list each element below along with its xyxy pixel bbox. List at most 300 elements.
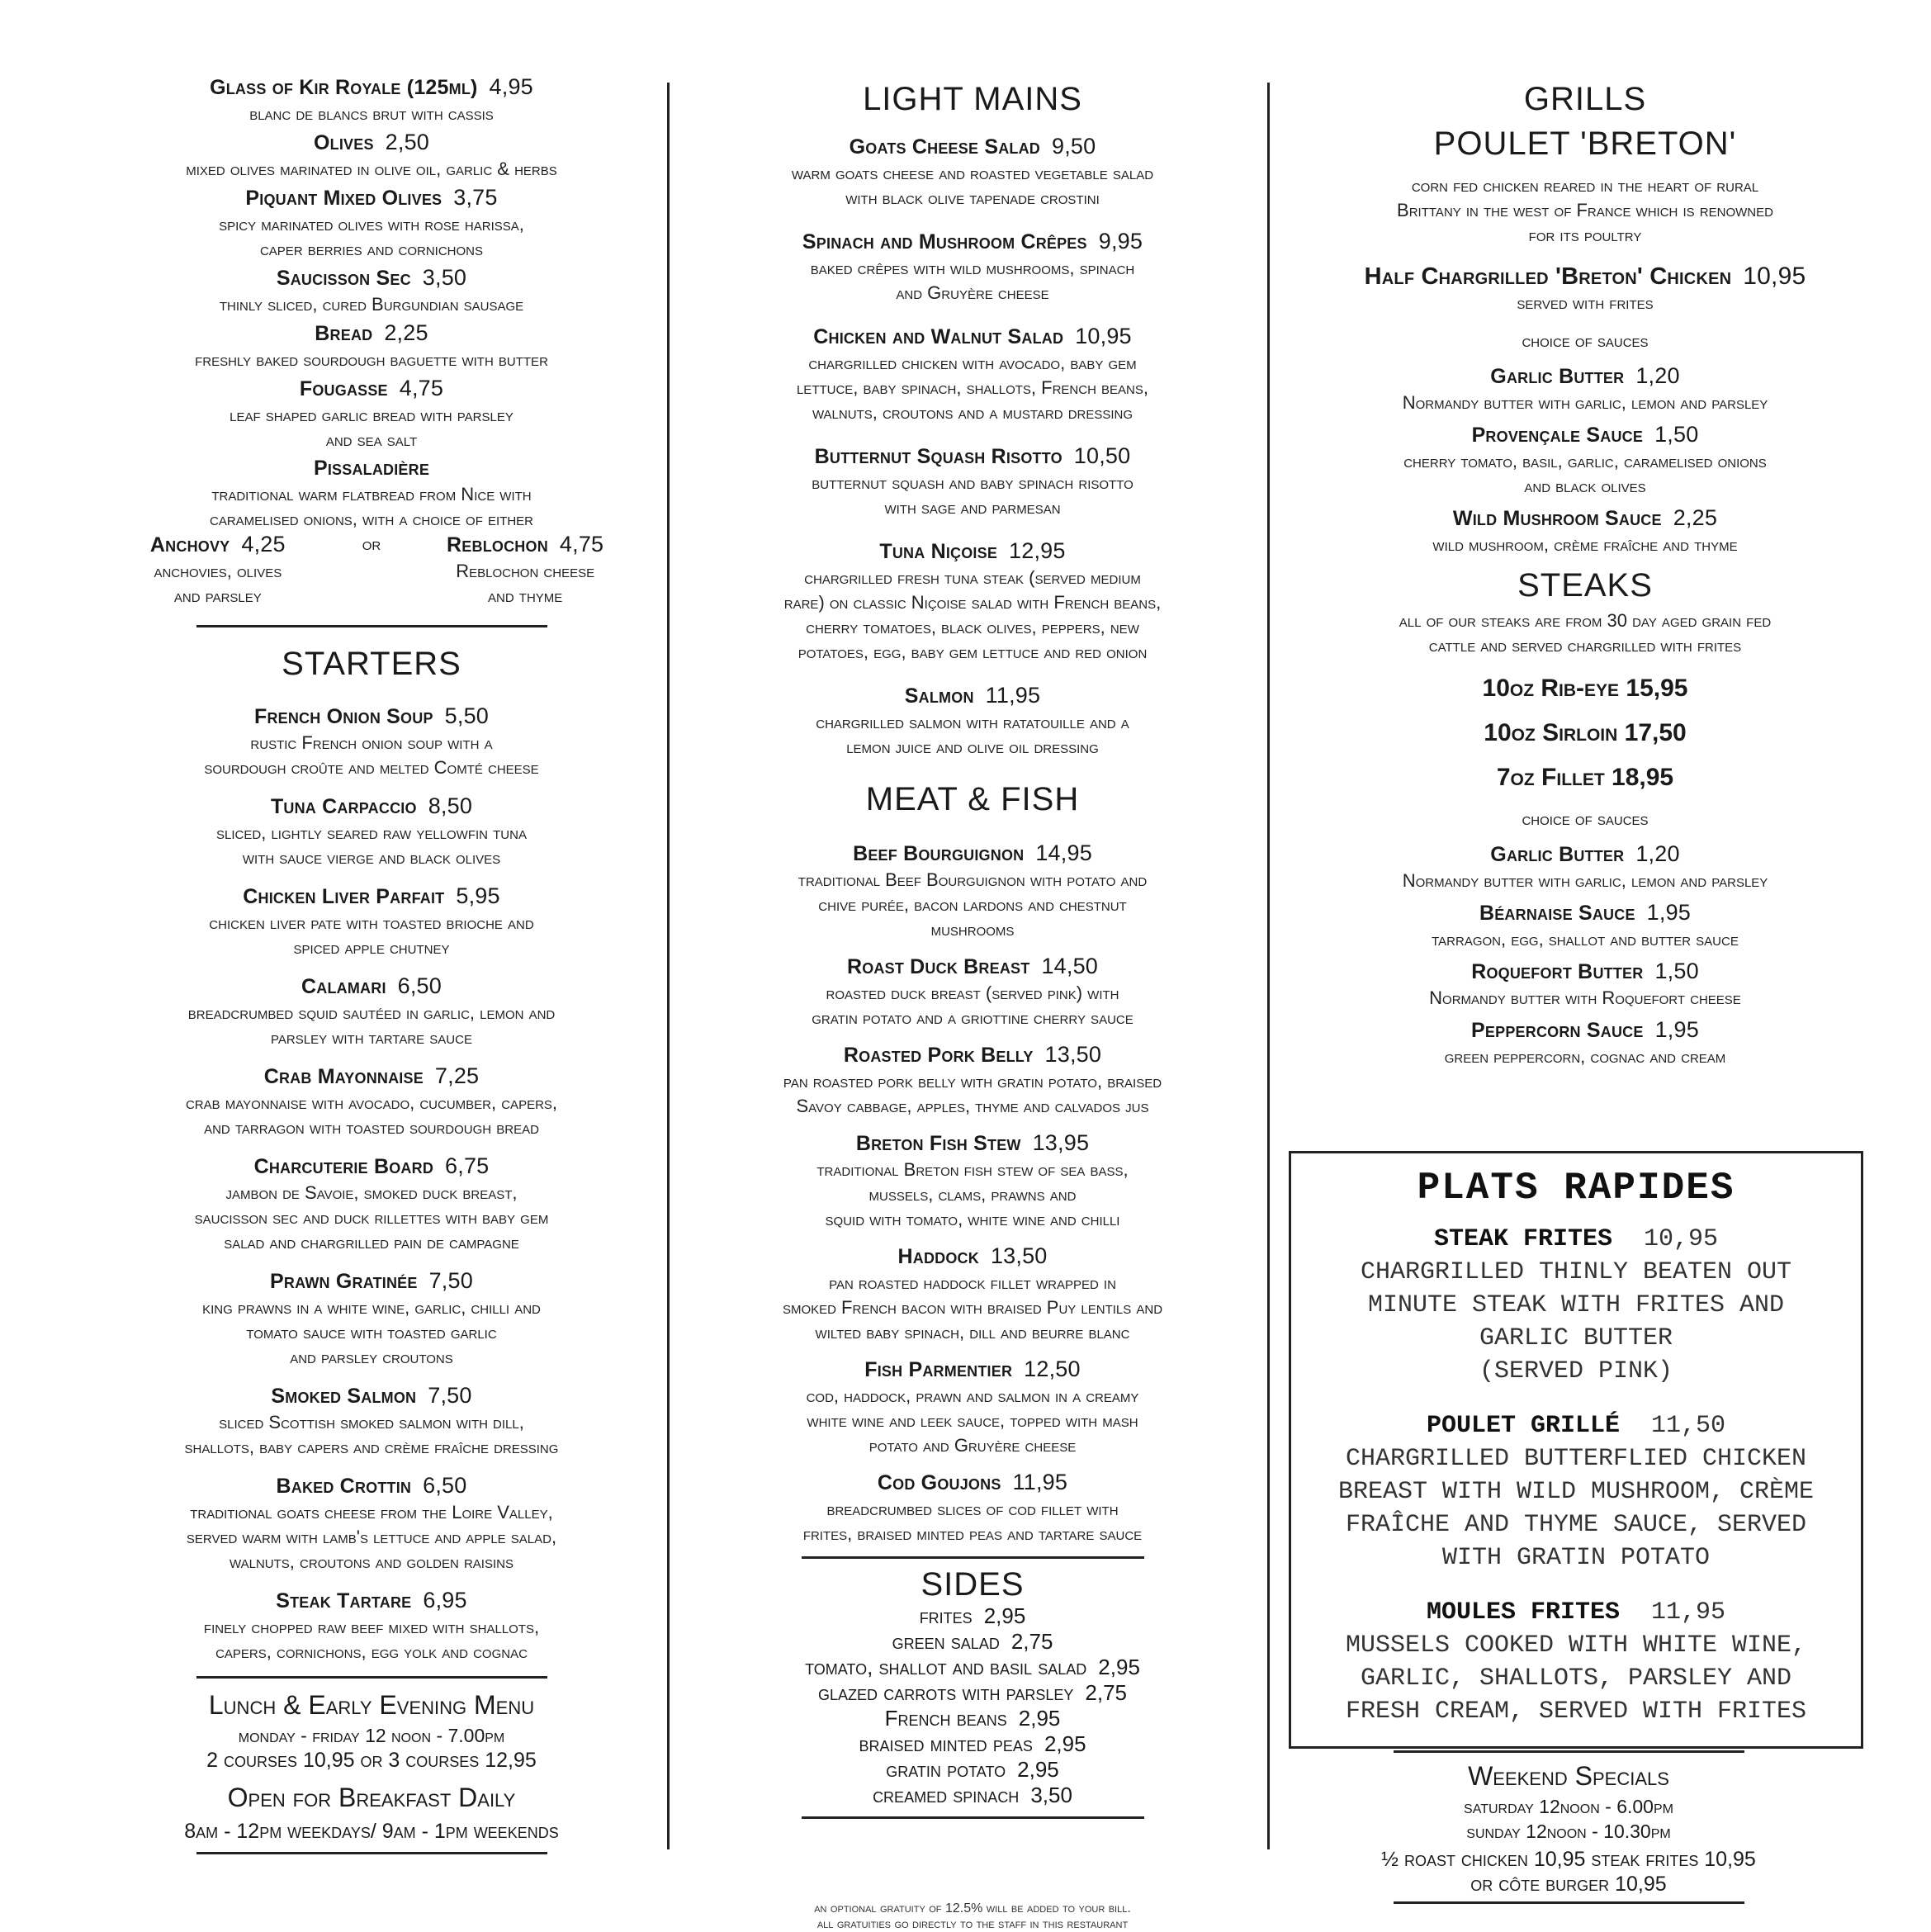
menu-item-heading <box>1288 957 1882 986</box>
breakfast-title: Open for Breakfast Daily <box>227 1783 516 1812</box>
menu-item-price: 11,95 <box>1012 1470 1068 1494</box>
sides-list <box>684 1603 1261 1808</box>
menu-item-description: crab mayonnaise with avocado, cucumber, capers, <box>185 1092 558 1113</box>
side-item-price: 2,95 <box>983 1603 1026 1628</box>
menu-item-price: 12,95 <box>1009 538 1066 563</box>
side-item <box>684 1706 1261 1731</box>
column-left <box>76 73 667 1869</box>
menu-item-description: chive purée, bacon lardons and chestnut <box>818 894 1127 915</box>
menu-item <box>76 319 667 372</box>
divider <box>1394 1901 1744 1904</box>
side-item-name: gratin potato <box>886 1757 1006 1782</box>
menu-item-price: 7,25 <box>434 1063 480 1088</box>
menu-item <box>684 537 1261 665</box>
menu-item-description: rare) on classic Niçoise salad with French beans, <box>783 592 1162 613</box>
plats-item-description: GARLIC, SHALLOTS, PARSLEY AND <box>1360 1664 1792 1693</box>
menu-item <box>76 1267 667 1370</box>
menu-item-name: Béarnaise Sauce <box>1479 902 1635 925</box>
menu-item <box>684 839 1261 942</box>
menu-item-heading <box>684 839 1261 868</box>
anchovy-desc: and parsley <box>173 585 262 606</box>
menu-item-description: saucisson sec and duck rillettes with baby gem <box>194 1207 549 1228</box>
menu-item-heading <box>76 1471 667 1500</box>
sides-title: SIDES <box>921 1566 1025 1603</box>
plats-item-description: (SERVED PINK) <box>1479 1357 1673 1385</box>
menu-item-heading <box>684 681 1261 710</box>
plats-rapides-item <box>1291 1596 1861 1728</box>
menu-item <box>76 972 667 1050</box>
menu-item-heading <box>76 183 667 212</box>
steaks-title: STEAKS <box>1517 567 1653 604</box>
menu-item-price: 11,95 <box>985 683 1041 708</box>
menu-item <box>76 792 667 870</box>
menu-item-name: Fish Parmentier <box>864 1358 1013 1381</box>
aperitifs-list <box>76 73 667 532</box>
menu-item-heading <box>76 972 667 1001</box>
half-chicken-desc: served with frites <box>1517 292 1654 313</box>
menu-item-description: salad and chargrilled pain de campagne <box>224 1232 519 1252</box>
menu-item-heading <box>684 1242 1261 1271</box>
menu-item-description: white wine and leek sauce, topped with mash <box>807 1410 1138 1431</box>
steak-sauces-list <box>1288 840 1882 1069</box>
menu-item-name: Beef Bourguignon <box>853 842 1025 865</box>
menu-item-name: Steak Tartare <box>276 1589 412 1612</box>
menu-item-description: lemon juice and olive oil dressing <box>846 736 1099 757</box>
side-item <box>684 1655 1261 1680</box>
plats-rapides-item <box>1291 1223 1861 1388</box>
menu-item <box>1288 1016 1882 1069</box>
menu-item-name: Wild Mushroom Sauce <box>1452 507 1662 530</box>
menu-item-price: 1,50 <box>1654 422 1699 447</box>
menu-item-price: 9,95 <box>1098 229 1143 253</box>
plats-item-description: CHARGRILLED BUTTERFLIED CHICKEN <box>1345 1445 1807 1473</box>
menu-item-name: Saucisson Sec <box>276 267 411 290</box>
plats-item-description: CHARGRILLED THINLY BEATEN OUT <box>1360 1258 1792 1286</box>
menu-item-price: 1,95 <box>1646 900 1692 925</box>
side-item-price: 2,75 <box>1085 1680 1127 1705</box>
column-right <box>1288 73 1882 1074</box>
menu-item <box>684 1355 1261 1458</box>
menu-item-heading <box>76 263 667 292</box>
side-item-name: creamed spinach <box>873 1783 1020 1807</box>
breakfast-hours: 8am - 12pm weekdays/ 9am - 1pm weekends <box>184 1820 559 1843</box>
lunch-courses: 2 courses 10,95 or 3 courses 12,95 <box>206 1749 537 1772</box>
menu-item-heading <box>76 1152 667 1181</box>
menu-item-description: spiced apple chutney <box>293 937 450 958</box>
side-item <box>684 1603 1261 1629</box>
plats-item-description: BREAST WITH WILD MUSHROOM, CRÈME <box>1337 1478 1815 1506</box>
menu-item-name: Olives <box>313 131 374 154</box>
menu-item-heading <box>76 319 667 348</box>
grills-title: GRILLS <box>1523 81 1647 117</box>
menu-item-description: green peppercorn, cognac and cream <box>1444 1046 1726 1067</box>
menu-item-name: Baked Crottin <box>276 1475 412 1498</box>
plats-item-heading <box>1291 1409 1861 1442</box>
menu-item-name: Chicken and Walnut Salad <box>813 325 1064 348</box>
menu-item-price: 1,20 <box>1635 841 1680 866</box>
menu-item-price: 3,50 <box>422 265 467 290</box>
menu-item-description: chargrilled salmon with ratatouille and a <box>816 712 1129 732</box>
menu-item-name: Crab Mayonnaise <box>263 1065 424 1088</box>
menu-item-description: breadcrumbed squid sautéed in garlic, lemon and <box>187 1002 556 1023</box>
menu-item <box>684 227 1261 305</box>
menu-item-name: Charcuterie Board <box>253 1155 434 1178</box>
divider <box>196 1852 547 1854</box>
menu-item-heading <box>76 1267 667 1295</box>
weekend-saturday-hours: saturday 12noon - 6.00pm <box>1464 1796 1673 1817</box>
anchovy-desc: anchovies, olives <box>154 561 282 581</box>
plats-item-name: STEAK FRITES <box>1433 1225 1613 1253</box>
menu-item-description: walnuts, croutons and a mustard dressing <box>812 402 1134 423</box>
divider <box>196 625 547 627</box>
menu-item-name: Chicken Liver Parfait <box>243 885 445 908</box>
menu-item-description: jambon de Savoie, smoked duck breast, <box>225 1182 518 1203</box>
plats-item-price: 10,95 <box>1644 1225 1719 1253</box>
menu-item-price: 1,95 <box>1654 1017 1699 1042</box>
menu-item-name: Cod Goujons <box>877 1471 1001 1494</box>
menu-item-name: Pissaladière <box>313 457 430 480</box>
starters-title: STARTERS <box>282 646 461 682</box>
weekend-offer: ½ roast chicken 10,95 steak frites 10,95 <box>1381 1848 1756 1871</box>
menu-item-description: sliced Scottish smoked salmon with dill, <box>219 1412 524 1432</box>
plats-rapides-box <box>1289 1151 1863 1749</box>
menu-item-description: and sea salt <box>325 429 418 450</box>
menu-item-description: thinly sliced, cured Burgundian sausage <box>219 294 524 315</box>
steak-item: 7oz Fillet 18,95 <box>1496 764 1674 791</box>
steak-item: 10oz Sirloin 17,50 <box>1484 719 1687 746</box>
menu-item-price: 4,95 <box>489 74 533 99</box>
menu-item-description: wild mushroom, crème fraîche and thyme <box>1432 534 1738 555</box>
side-item <box>684 1680 1261 1706</box>
menu-item-description: Normandy butter with Roquefort cheese <box>1429 987 1741 1008</box>
menu-item <box>76 1471 667 1574</box>
poulet-breton-title: POULET 'BRETON' <box>1433 125 1737 162</box>
menu-item-name: Calamari <box>301 975 386 998</box>
menu-item-description: with sauce vierge and black olives <box>242 847 501 868</box>
side-item <box>684 1629 1261 1655</box>
side-item-name: green salad <box>892 1629 1000 1654</box>
menu-item-description: finely chopped raw beef mixed with shallots, <box>203 1617 540 1637</box>
menu-item-price: 7,50 <box>428 1268 473 1293</box>
lunch-title: Lunch & Early Evening Menu <box>208 1690 535 1720</box>
menu-item-heading <box>1288 504 1882 533</box>
menu-item-description: chargrilled chicken with avocado, baby gem <box>808 353 1137 373</box>
menu-item <box>76 73 667 126</box>
menu-item-description: walnuts, croutons and golden raisins <box>230 1551 514 1572</box>
menu-item-name: Piquant Mixed Olives <box>245 187 443 210</box>
menu-item-name: Roquefort Butter <box>1471 960 1644 983</box>
poulet-intro-line: corn fed chicken reared in the heart of rural <box>1411 175 1759 196</box>
plats-item-name: POULET GRILLÉ <box>1426 1412 1621 1440</box>
menu-item-heading <box>684 442 1261 471</box>
menu-item <box>1288 504 1882 557</box>
menu-item-heading <box>684 1040 1261 1069</box>
menu-item <box>684 442 1261 520</box>
menu-item-heading <box>76 882 667 911</box>
menu-item-price: 6,50 <box>423 1473 467 1498</box>
side-item-price: 2,95 <box>1044 1731 1086 1756</box>
menu-item-name: Garlic Butter <box>1490 843 1625 866</box>
reblochon-name: Reblochon <box>447 533 548 556</box>
plats-item-description: WITH GRATIN POTATO <box>1441 1544 1711 1572</box>
menu-item <box>76 702 667 780</box>
menu-item-heading <box>1288 362 1882 391</box>
menu-item-name: Roasted Pork Belly <box>843 1044 1034 1067</box>
menu-item-price: 14,50 <box>1041 954 1099 978</box>
menu-item-description: roasted duck breast (served pink) with <box>826 983 1119 1003</box>
menu-item-name: Fougasse <box>299 377 388 400</box>
menu-item-description: and parsley croutons <box>290 1347 453 1367</box>
menu-item <box>76 1381 667 1460</box>
menu-item-description: Normandy butter with garlic, lemon and parsley <box>1402 870 1768 891</box>
lunch-menu-block <box>76 1687 667 1844</box>
side-item-price: 2,95 <box>1098 1655 1140 1679</box>
menu-item-description: cherry tomato, basil, garlic, caramelised onions <box>1403 451 1767 471</box>
menu-item-description: capers, cornichons, egg yolk and cognac <box>215 1641 528 1662</box>
menu-item-description: butternut squash and baby spinach risotto <box>812 472 1134 493</box>
menu-item-description: traditional Breton fish stew of sea bass, <box>816 1159 1129 1180</box>
column-middle <box>684 73 1261 1834</box>
menu-item-price: 12,50 <box>1024 1357 1081 1381</box>
plats-item-heading <box>1291 1596 1861 1629</box>
menu-item-description: breadcrumbed slices of cod fillet with <box>826 1499 1119 1519</box>
menu-item-description: tarragon, egg, shallot and butter sauce <box>1432 929 1739 949</box>
menu-item-description: cherry tomatoes, black olives, peppers, new <box>806 617 1139 637</box>
reblochon-desc: Reblochon cheese <box>456 561 595 581</box>
menu-item-description: leaf shaped garlic bread with parsley <box>230 405 514 425</box>
menu-item-heading <box>76 1381 667 1410</box>
plats-item-description: MINUTE STEAK WITH FRITES AND <box>1367 1291 1785 1319</box>
menu-item <box>684 952 1261 1030</box>
divider <box>196 1676 547 1679</box>
column-divider-right <box>1267 83 1270 1849</box>
menu-item-price: 7,50 <box>428 1383 472 1408</box>
menu-item-price: 10,50 <box>1073 443 1131 468</box>
or-label: or <box>362 533 381 554</box>
steaks-intro-line: cattle and served chargrilled with frites <box>1428 635 1742 656</box>
weekend-offer: or côte burger 10,95 <box>1470 1873 1667 1896</box>
menu-item-name: Bread <box>315 322 373 345</box>
steaks-intro <box>1288 608 1882 658</box>
menu-item <box>684 322 1261 425</box>
menu-item-heading <box>1288 1016 1882 1044</box>
menu-item <box>684 1468 1261 1546</box>
plats-item-description: MUSSELS COOKED WITH WHITE WINE, <box>1345 1631 1807 1660</box>
menu-item-heading <box>684 537 1261 566</box>
menu-item-name: Prawn Gratinée <box>270 1270 418 1293</box>
menu-item-description: shallots, baby capers and crème fraîche dressing <box>184 1437 559 1457</box>
light-mains-list <box>684 132 1261 760</box>
menu-item <box>76 1062 667 1140</box>
menu-item-description: king prawns in a white wine, garlic, chilli and <box>202 1297 541 1318</box>
pissaladiere-options <box>76 530 667 608</box>
plats-item-price: 11,95 <box>1651 1598 1726 1627</box>
menu-item-name: Garlic Butter <box>1490 365 1625 388</box>
menu-item-description: cod, haddock, prawn and salmon in a creamy <box>806 1385 1139 1406</box>
divider <box>802 1816 1144 1819</box>
menu-item-description: warm goats cheese and roasted vegetable salad <box>791 163 1154 183</box>
reblochon-desc: and thyme <box>488 585 563 606</box>
menu-item-heading <box>684 952 1261 981</box>
gratuity-line: all gratuities go directly to the staff in this restaurant <box>816 1917 1129 1931</box>
menu-item-name: Smoked Salmon <box>271 1385 417 1408</box>
menu-item-price: 13,50 <box>990 1243 1048 1268</box>
divider <box>802 1556 1144 1559</box>
plats-item-name: MOULES FRITES <box>1426 1598 1621 1627</box>
menu-item-price: 6,75 <box>445 1153 490 1178</box>
choice-of-sauces-label: choice of sauces <box>1522 330 1649 351</box>
menu-item-heading <box>76 454 667 482</box>
plats-item-description: FRESH CREAM, SERVED WITH FRITES <box>1345 1698 1807 1726</box>
meat-fish-list <box>684 839 1261 1546</box>
menu-item-description: freshly baked sourdough baguette with butter <box>195 349 548 370</box>
menu-item-heading <box>76 73 667 102</box>
menu-item-description: baked crêpes with wild mushrooms, spinach <box>810 258 1135 278</box>
menu-item <box>76 454 667 532</box>
menu-item <box>684 132 1261 211</box>
menu-item-description: chargrilled fresh tuna steak (served medium <box>804 567 1141 588</box>
menu-item-description: Normandy butter with garlic, lemon and parsley <box>1402 392 1768 413</box>
menu-item <box>76 183 667 262</box>
menu-item-heading <box>684 1355 1261 1384</box>
menu-item-heading <box>684 227 1261 256</box>
poulet-intro <box>1288 173 1882 248</box>
anchovy-price: 4,25 <box>241 532 286 556</box>
choice-of-sauces-label: choice of sauces <box>1522 808 1649 829</box>
weekend-specials-title: Weekend Specials <box>1468 1761 1669 1791</box>
menu-item-price: 2,50 <box>385 130 430 154</box>
menu-item-price: 1,20 <box>1635 363 1680 388</box>
plats-item-description: FRAÎCHE AND THYME SAUCE, SERVED <box>1345 1511 1807 1539</box>
side-item-price: 2,75 <box>1010 1629 1053 1654</box>
menu-item-heading <box>76 1586 667 1615</box>
menu-item-price: 4,75 <box>399 376 444 400</box>
side-item-name: glazed carrots with parsley <box>818 1680 1074 1705</box>
menu-item-description: rustic French onion soup with a <box>250 732 493 753</box>
menu-item-price: 5,50 <box>444 703 490 728</box>
menu-item-heading <box>1288 840 1882 869</box>
chicken-sauces-list <box>1288 362 1882 557</box>
menu-item-description: and Gruyère cheese <box>896 282 1049 303</box>
side-item-name: braised minted peas <box>859 1731 1033 1756</box>
half-chicken-name: Half Chargrilled 'Breton' Chicken <box>1364 263 1732 290</box>
light-mains-title: LIGHT MAINS <box>863 81 1082 117</box>
menu-item-description: mussels, clams, prawns and <box>868 1184 1077 1205</box>
menu-item-name: French Onion Soup <box>253 705 433 728</box>
menu-item <box>1288 898 1882 952</box>
menu-item-description: Savoy cabbage, apples, thyme and calvados jus <box>796 1096 1149 1116</box>
menu-item-name: Spinach and Mushroom Crêpes <box>802 230 1087 253</box>
side-item-name: tomato, shallot and basil salad <box>805 1655 1087 1679</box>
menu-item-description: traditional goats cheese from the Loire Valley, <box>190 1502 553 1522</box>
menu-item-price: 1,50 <box>1654 959 1699 983</box>
menu-item <box>684 1242 1261 1345</box>
menu-item-description: and tarragon with toasted sourdough bread <box>204 1117 539 1138</box>
menu-item-description: served warm with lamb's lettuce and apple salad, <box>186 1527 557 1547</box>
side-item-name: frites <box>919 1603 973 1628</box>
side-item-name: French beans <box>884 1706 1007 1731</box>
side-item <box>684 1731 1261 1757</box>
menu-item-description: pan roasted haddock fillet wrapped in <box>829 1272 1116 1293</box>
menu-item-heading <box>76 374 667 403</box>
half-chicken-price: 10,95 <box>1743 263 1806 290</box>
menu-item-heading <box>684 1129 1261 1158</box>
steak-item: 10oz Rib-eye 15,95 <box>1482 675 1688 702</box>
menu-item-name: Provençale Sauce <box>1471 424 1644 447</box>
menu-item <box>76 263 667 317</box>
menu-item <box>76 374 667 452</box>
menu-item-price: 14,95 <box>1035 841 1092 865</box>
menu-item-name: Goats Cheese Salad <box>849 135 1040 159</box>
menu-item-price: 6,50 <box>397 973 442 998</box>
gratuity-line: an optional gratuity of 12.5% will be added to your bill. <box>814 1901 1131 1915</box>
menu-item-description: wilted baby spinach, dill and beurre blanc <box>815 1322 1130 1342</box>
menu-item-price: 10,95 <box>1075 324 1132 348</box>
menu-item-name: Salmon <box>904 684 974 708</box>
menu-item-description: caramelised onions, with a choice of either <box>210 509 533 529</box>
menu-item-description: with black olive tapenade crostini <box>845 187 1100 208</box>
menu-item-description: mixed olives marinated in olive oil, garlic & herbs <box>186 159 557 179</box>
menu-item-description: frites, braised minted peas and tartare sauce <box>802 1523 1143 1544</box>
weekend-specials-block <box>1370 1750 1767 1904</box>
meat-fish-title: MEAT & FISH <box>865 781 1080 817</box>
menu-item-name: Peppercorn Sauce <box>1471 1019 1644 1042</box>
side-item <box>684 1757 1261 1783</box>
menu-item-description: lettuce, baby spinach, shallots, French beans, <box>796 377 1149 398</box>
menu-item <box>1288 957 1882 1011</box>
menu-item-name: Tuna Niçoise <box>879 540 998 563</box>
side-item-price: 2,95 <box>1017 1757 1059 1782</box>
menu-item-name: Butternut Squash Risotto <box>814 445 1063 468</box>
menu-item-description: pan roasted pork belly with gratin potato, braised <box>783 1071 1162 1091</box>
menu-item-description: sourdough croûte and melted Comté cheese <box>204 757 539 778</box>
menu-item <box>76 1586 667 1664</box>
menu-item-heading <box>684 322 1261 351</box>
menu-item-price: 3,75 <box>453 185 498 210</box>
menu-item-description: traditional warm flatbread from Nice with <box>211 484 532 504</box>
menu-item-description: spicy marinated olives with rose harissa, <box>219 214 524 234</box>
menu-item-heading <box>1288 898 1882 927</box>
menu-item-price: 6,95 <box>423 1588 467 1612</box>
anchovy-option <box>76 530 360 608</box>
menu-item-description: sliced, lightly seared raw yellowfin tuna <box>216 822 527 843</box>
menu-item <box>1288 362 1882 415</box>
menu-item-description: and black olives <box>1524 476 1646 496</box>
side-item-price: 3,50 <box>1030 1783 1072 1807</box>
menu-item-price: 9,50 <box>1052 134 1096 159</box>
menu-item-description: tomato sauce with toasted garlic <box>246 1322 497 1342</box>
plats-item-heading <box>1291 1223 1861 1256</box>
menu-item-description: potato and Gruyère cheese <box>868 1435 1077 1456</box>
menu-item-name: Roast Duck Breast <box>846 955 1030 978</box>
reblochon-price: 4,75 <box>559 532 604 556</box>
menu-item-heading <box>76 1062 667 1091</box>
menu-item-description: blanc de blancs brut with cassis <box>249 103 494 124</box>
menu-item <box>1288 840 1882 893</box>
menu-item <box>684 681 1261 760</box>
reblochon-option <box>383 530 667 608</box>
menu-item <box>684 1129 1261 1232</box>
menu-item-heading <box>684 132 1261 161</box>
menu-item-description: squid with tomato, white wine and chilli <box>825 1209 1120 1229</box>
plats-item-price: 11,50 <box>1651 1412 1726 1440</box>
menu-item <box>76 128 667 182</box>
plats-item-description: GARLIC BUTTER <box>1479 1324 1673 1352</box>
menu-item-price: 13,50 <box>1044 1042 1102 1067</box>
menu-item <box>684 1040 1261 1119</box>
menu-item <box>1288 420 1882 499</box>
divider <box>1394 1750 1744 1753</box>
